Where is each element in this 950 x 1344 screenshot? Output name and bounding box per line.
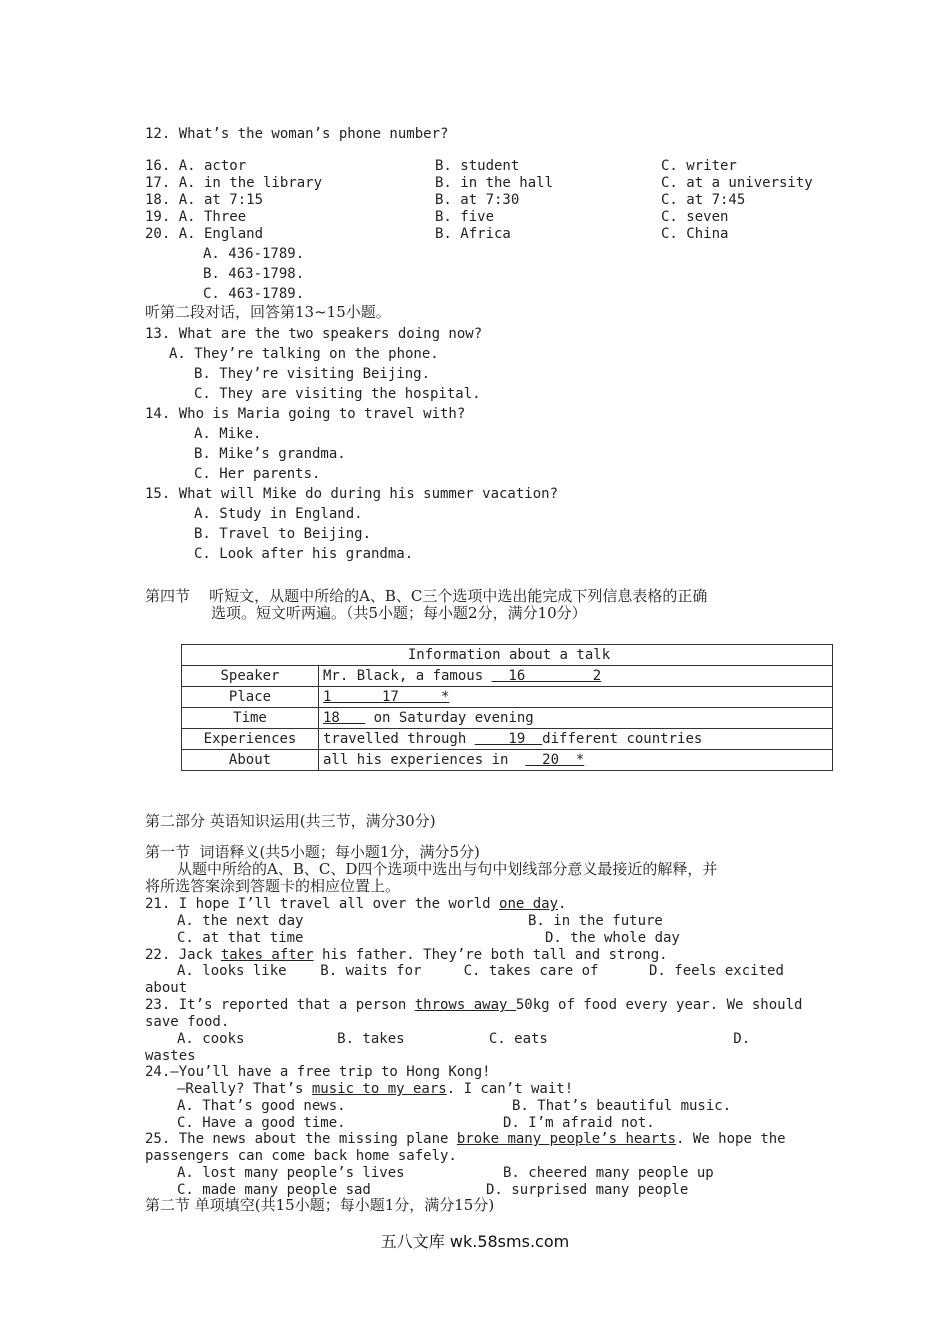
q15-option-b: B. Travel to Beijing. [194,526,372,542]
blank-18: 18 [323,710,366,726]
table-row [182,708,833,729]
question-14: 14. Who is Maria going to travel with? [145,406,466,422]
q21-option-c: C. at that time [177,930,304,946]
choice-20-b: B. Africa [435,226,511,242]
blank-20: 20 * [525,752,585,768]
q14-option-c: C. Her parents. [194,466,321,482]
phone-option-b: B. 463-1798. [203,266,305,282]
blank-19: 19 [474,731,543,747]
row-value: all his experiences in 20 * [319,750,833,771]
table-title: Information about a talk [182,645,833,666]
row-label: About [182,750,319,771]
row-value: travelled through 19 different countries [319,729,833,750]
q13-option-a: A. They’re talking on the phone. [169,346,439,362]
footer-watermark: 五八文库 wk.58sms.com [380,1232,570,1251]
question-24-reply: —Really? That’s music to my ears. I can’t wait! [177,1081,574,1097]
row-label: Experiences [182,729,319,750]
choice-17-b: B. in the hall [435,175,554,191]
q22-options-wrap: about [145,980,188,996]
q23-options-wrap: wastes [145,1048,196,1064]
q22-options: A. looks like B. waits for C. takes care of D. feels excited [177,963,784,979]
row-label: Speaker [182,666,319,687]
row-label: Place [182,687,319,708]
table-row [182,750,833,771]
q14-option-b: B. Mike’s grandma. [194,446,346,462]
q13-option-b: B. They’re visiting Beijing. [194,366,431,382]
choice-16-a: 16. A. actor [145,158,247,174]
q25-option-a: A. lost many people’s lives [177,1165,405,1181]
q21-option-b: B. in the future [528,913,663,929]
choice-20-a: 20. A. England [145,226,264,242]
part2-title: 第二部分 英语知识运用(共三节，满分30分) [145,812,436,830]
q21-option-a: A. the next day [177,913,304,929]
q21-option-d: D. the whole day [545,930,680,946]
question-24: 24.—You’ll have a free trip to Hong Kong! [145,1064,491,1080]
choice-17-a: 17. A. in the library [145,175,323,191]
choice-20-c: C. China [661,226,729,242]
phone-option-c: C. 463-1789. [203,286,305,302]
row-label: Time [182,708,319,729]
table-row [182,729,833,750]
choice-19-a: 19. A. Three [145,209,247,225]
q13-option-c: C. They are visiting the hospital. [194,386,481,402]
section4-instructions: 选项。短文听两遍。（共5小题；每小题2分，满分10分） [211,604,587,622]
phone-option-a: A. 436-1789. [203,246,305,262]
section1-title: 第一节 词语释义(共5小题；每小题1分，满分5分) [145,843,480,861]
q24-option-b: B. That’s beautiful music. [512,1098,732,1114]
question-12: 12. What’s the woman’s phone number? [145,126,449,142]
question-23-cont: save food. [145,1014,230,1030]
q24-option-d: D. I’m afraid not. [503,1115,655,1131]
question-13: 13. What are the two speakers doing now? [145,326,483,342]
q24-option-c: C. Have a good time. [177,1115,346,1131]
row-value [319,687,833,708]
q15-option-c: C. Look after his grandma. [194,546,414,562]
section1-instructions: 从题中所给的A、B、C、D四个选项中选出与句中划线部分意义最接近的解释，并 [177,860,718,878]
q15-option-a: A. Study in England. [194,506,363,522]
choice-18-c: C. at 7:45 [661,192,746,208]
blank-16: 16 2 [491,668,602,684]
question-15: 15. What will Mike do during his summer vacation? [145,486,559,502]
row-value: Mr. Black, a famous 16 2 [319,666,833,687]
question-25: 25. The news about the missing plane broke many people’s hearts. We hope the [145,1131,786,1147]
choice-19-c: C. seven [661,209,729,225]
info-table [181,644,833,771]
row-value: 18 on Saturday evening [319,708,833,729]
q25-option-d: D. surprised many people [486,1182,689,1198]
choice-18-b: B. at 7:30 [435,192,520,208]
choice-16-b: B. student [435,158,520,174]
question-22: 22. Jack takes after his father. They’re both tall and strong. [145,947,668,963]
question-21: 21. I hope I’ll travel all over the world one day. [145,896,567,912]
table-row [182,666,833,687]
section2-title: 第二节 单项填空(共15小题；每小题1分，满分15分) [145,1196,495,1214]
dialog2-heading: 听第二段对话，回答第13~15小题。 [145,303,391,321]
q25-option-b: B. cheered many people up [503,1165,714,1181]
q24-option-a: A. That’s good news. [177,1098,346,1114]
choice-19-b: B. five [435,209,495,225]
section4-title: 第四节 听短文，从题中所给的A、B、C三个选项中选出能完成下列信息表格的正确 [145,587,708,605]
choice-17-c: C. at a university [661,175,813,191]
choice-18-a: 18. A. at 7:15 [145,192,264,208]
q14-option-a: A. Mike. [194,426,262,442]
table-row [182,645,833,666]
question-25-cont: passengers can come back home safely. [145,1148,457,1164]
choice-16-c: C. writer [661,158,737,174]
q25-option-c: C. made many people sad [177,1182,371,1198]
section1-instructions-cont: 将所选答案涂到答题卡的相应位置上。 [145,877,401,895]
blank-17: 1 17 * [323,689,450,705]
table-row [182,687,833,708]
question-23: 23. It’s reported that a person throws away 50kg of food every year. We should [145,997,803,1013]
q23-options: A. cooks B. takes C. eats D. [177,1031,751,1047]
